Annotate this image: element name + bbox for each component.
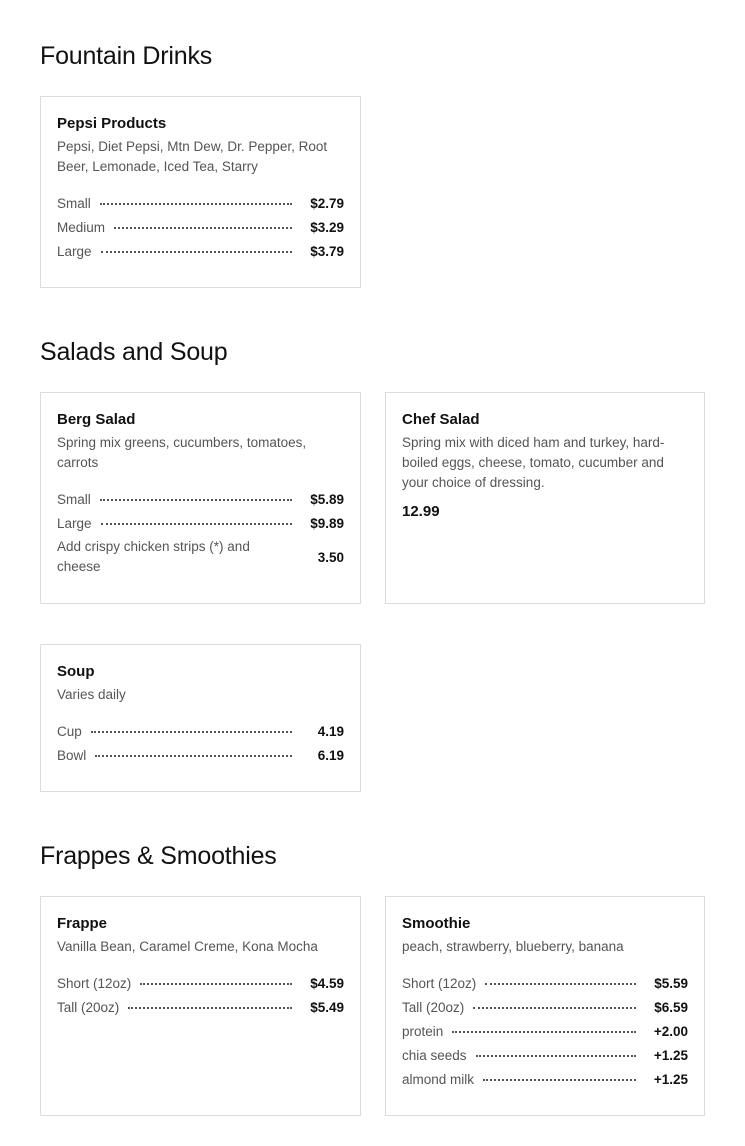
price-label: Bowl bbox=[57, 747, 87, 763]
price-label: Large bbox=[57, 515, 92, 531]
price-row bbox=[57, 487, 344, 511]
price-list bbox=[57, 719, 344, 767]
price-value: $4.59 bbox=[310, 975, 344, 991]
price-value: $2.79 bbox=[310, 195, 344, 211]
price-row bbox=[57, 719, 344, 743]
price-list bbox=[57, 971, 344, 1019]
price-value: +1.25 bbox=[653, 1071, 688, 1087]
dot-leader bbox=[485, 983, 636, 985]
item-name: Chef Salad bbox=[402, 411, 480, 428]
price-value: $6.59 bbox=[654, 999, 688, 1015]
price-value: $5.89 bbox=[310, 491, 344, 507]
price-label: Medium bbox=[57, 219, 106, 235]
dot-leader bbox=[114, 227, 292, 229]
price-label: Small bbox=[57, 491, 91, 507]
item-name: Frappe bbox=[57, 915, 108, 932]
dot-leader bbox=[452, 1031, 636, 1033]
price-row bbox=[57, 971, 344, 995]
item-description: Spring mix with diced ham and turkey, hard-boiled eggs, cheese, tomato, cucumber and your choice of dressing. bbox=[402, 435, 665, 490]
price-row bbox=[402, 1019, 688, 1043]
price-label: Large bbox=[57, 243, 92, 259]
dot-leader bbox=[95, 755, 292, 757]
dot-leader bbox=[476, 1055, 636, 1057]
price-value: 4.19 bbox=[317, 723, 344, 739]
price-value: 12.99 bbox=[402, 503, 440, 520]
price-value: 3.50 bbox=[317, 549, 344, 565]
menu-card-berg-salad bbox=[40, 392, 361, 604]
dot-leader bbox=[483, 1079, 636, 1081]
item-description: Varies daily bbox=[57, 687, 126, 702]
menu-card-frappe bbox=[40, 896, 361, 1116]
price-list bbox=[57, 191, 344, 263]
item-description: Pepsi, Diet Pepsi, Mtn Dew, Dr. Pepper, Root Beer, Lemonade, Iced Tea, Starry bbox=[57, 139, 328, 174]
item-description: Vanilla Bean, Caramel Creme, Kona Mocha bbox=[57, 939, 318, 954]
price-row bbox=[57, 535, 344, 579]
price-label: Short (12oz) bbox=[402, 975, 477, 991]
section-title-fountain-drinks: Fountain Drinks bbox=[40, 42, 213, 70]
section-title-frappes-smoothies: Frappes & Smoothies bbox=[40, 842, 277, 870]
item-name: Soup bbox=[57, 663, 95, 680]
dot-leader bbox=[101, 251, 292, 253]
section-title-salads-and-soup: Salads and Soup bbox=[40, 338, 228, 366]
menu-card-pepsi-products bbox=[40, 96, 361, 288]
price-row bbox=[402, 995, 688, 1019]
item-name: Pepsi Products bbox=[57, 115, 167, 132]
price-value: +2.00 bbox=[653, 1023, 688, 1039]
price-value: 6.19 bbox=[317, 747, 344, 763]
price-value: +1.25 bbox=[653, 1047, 688, 1063]
dot-leader bbox=[100, 203, 292, 205]
price-list bbox=[57, 487, 344, 579]
price-row bbox=[57, 511, 344, 535]
price-value: $5.59 bbox=[654, 975, 688, 991]
dot-leader bbox=[101, 523, 292, 525]
dot-leader bbox=[473, 1007, 636, 1009]
price-value: $3.79 bbox=[310, 243, 344, 259]
price-label: chia seeds bbox=[402, 1047, 467, 1063]
item-name: Berg Salad bbox=[57, 411, 136, 428]
price-label: Tall (20oz) bbox=[402, 999, 465, 1015]
price-label: Small bbox=[57, 195, 91, 211]
dot-leader bbox=[100, 499, 292, 501]
price-row bbox=[57, 995, 344, 1019]
price-list bbox=[402, 971, 688, 1091]
menu-card-chef-salad bbox=[385, 392, 705, 604]
price-label: Cup bbox=[57, 723, 82, 739]
price-row bbox=[57, 239, 344, 263]
price-value: $9.89 bbox=[310, 515, 344, 531]
price-value: $5.49 bbox=[310, 999, 344, 1015]
menu-card-soup bbox=[40, 644, 361, 792]
menu-card-smoothie bbox=[385, 896, 705, 1116]
price-label: Short (12oz) bbox=[57, 975, 132, 991]
dot-leader bbox=[140, 983, 292, 985]
price-row bbox=[57, 743, 344, 767]
price-label: protein bbox=[402, 1023, 444, 1039]
item-name: Smoothie bbox=[402, 915, 471, 932]
item-description: Spring mix greens, cucumbers, tomatoes, carrots bbox=[57, 435, 307, 470]
dot-leader bbox=[91, 731, 292, 733]
price-label: almond milk bbox=[402, 1071, 475, 1087]
price-value: $3.29 bbox=[310, 219, 344, 235]
dot-leader bbox=[128, 1007, 292, 1009]
item-description: peach, strawberry, blueberry, banana bbox=[402, 939, 624, 954]
price-row bbox=[402, 1043, 688, 1067]
price-row bbox=[57, 191, 344, 215]
price-row bbox=[57, 215, 344, 239]
price-row bbox=[402, 1067, 688, 1091]
price-row bbox=[402, 971, 688, 995]
price-label: Tall (20oz) bbox=[57, 999, 120, 1015]
price-label: Add crispy chicken strips (*) and cheese bbox=[57, 539, 250, 574]
